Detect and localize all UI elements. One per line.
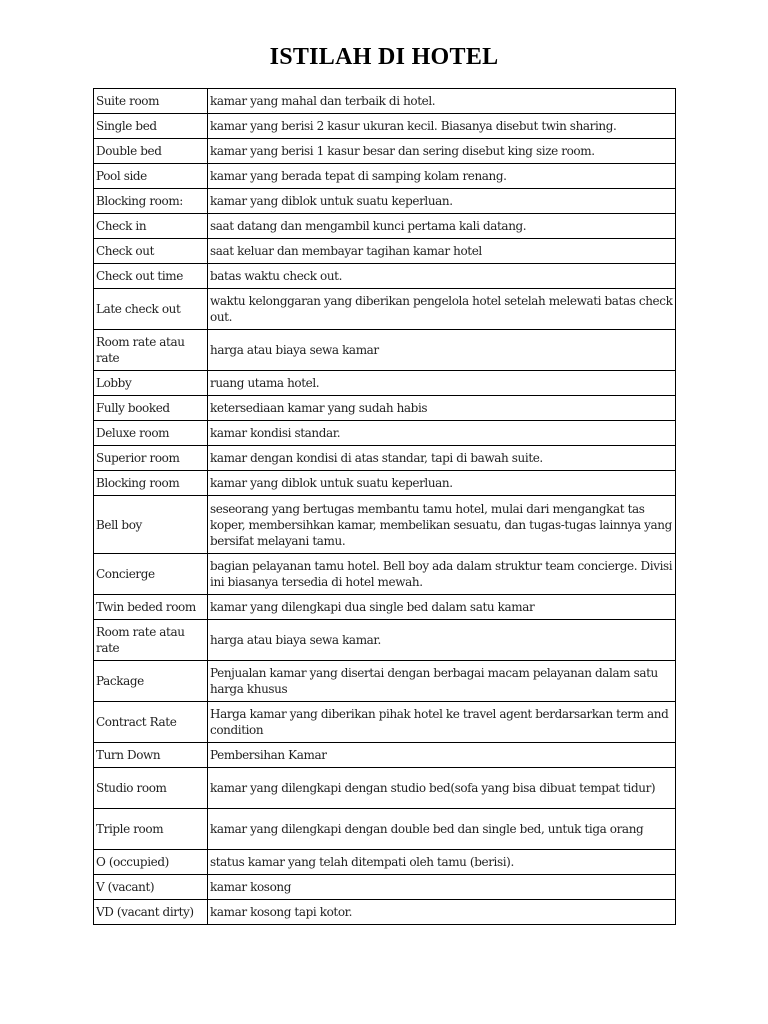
term-cell: Room rate atau rate: [94, 330, 208, 371]
definition-cell: kamar yang berisi 2 kasur ukuran kecil. Biasanya disebut twin sharing.: [208, 114, 676, 139]
definition-cell: Penjualan kamar yang disertai dengan berbagai macam pelayanan dalam satu harga khusus: [208, 661, 676, 702]
table-row: [94, 595, 676, 620]
term-cell: Room rate atau rate: [94, 620, 208, 661]
definition-cell: kamar dengan kondisi di atas standar, tapi di bawah suite.: [208, 446, 676, 471]
definition-cell: kamar kondisi standar.: [208, 421, 676, 446]
table-row: [94, 371, 676, 396]
table-row: [94, 421, 676, 446]
term-cell: Superior room: [94, 446, 208, 471]
definition-cell: batas waktu check out.: [208, 264, 676, 289]
definition-cell: Pembersihan Kamar: [208, 743, 676, 768]
table-row: [94, 189, 676, 214]
term-cell: Suite room: [94, 89, 208, 114]
table-row: [94, 702, 676, 743]
term-cell: VD (vacant dirty): [94, 900, 208, 925]
definition-cell: kamar yang dilengkapi dengan double bed dan single bed, untuk tiga orang: [208, 809, 676, 850]
table-row: [94, 396, 676, 421]
table-row: [94, 496, 676, 554]
definition-cell: saat keluar dan membayar tagihan kamar hotel: [208, 239, 676, 264]
term-cell: Contract Rate: [94, 702, 208, 743]
glossary-table-body: [94, 89, 676, 925]
term-cell: Single bed: [94, 114, 208, 139]
table-row: [94, 446, 676, 471]
term-cell: Package: [94, 661, 208, 702]
glossary-table: [93, 88, 676, 925]
term-cell: Triple room: [94, 809, 208, 850]
table-row: [94, 214, 676, 239]
definition-cell: harga atau biaya sewa kamar.: [208, 620, 676, 661]
table-row: [94, 661, 676, 702]
definition-cell: seseorang yang bertugas membantu tamu hotel, mulai dari mengangkat tas koper, membersihkan kamar, membelikan sesuatu, dan tugas-tugas lainnya yang bersifat melayani tamu.: [208, 496, 676, 554]
definition-cell: Harga kamar yang diberikan pihak hotel ke travel agent berdarsarkan term and condition: [208, 702, 676, 743]
term-cell: O (occupied): [94, 850, 208, 875]
table-row: [94, 850, 676, 875]
definition-cell: status kamar yang telah ditempati oleh tamu (berisi).: [208, 850, 676, 875]
table-row: [94, 620, 676, 661]
table-row: [94, 264, 676, 289]
term-cell: Studio room: [94, 768, 208, 809]
table-row: [94, 139, 676, 164]
term-cell: Check out: [94, 239, 208, 264]
definition-cell: kamar yang dilengkapi dua single bed dalam satu kamar: [208, 595, 676, 620]
definition-cell: kamar yang diblok untuk suatu keperluan.: [208, 471, 676, 496]
term-cell: Twin beded room: [94, 595, 208, 620]
definition-cell: kamar kosong tapi kotor.: [208, 900, 676, 925]
definition-cell: harga atau biaya sewa kamar: [208, 330, 676, 371]
term-cell: Check in: [94, 214, 208, 239]
term-cell: Concierge: [94, 554, 208, 595]
term-cell: Fully booked: [94, 396, 208, 421]
definition-cell: kamar kosong: [208, 875, 676, 900]
table-row: [94, 768, 676, 809]
definition-cell: ketersediaan kamar yang sudah habis: [208, 396, 676, 421]
term-cell: Double bed: [94, 139, 208, 164]
table-row: [94, 289, 676, 330]
term-cell: V (vacant): [94, 875, 208, 900]
term-cell: Bell boy: [94, 496, 208, 554]
table-row: [94, 330, 676, 371]
table-row: [94, 114, 676, 139]
definition-cell: bagian pelayanan tamu hotel. Bell boy ada dalam struktur team concierge. Divisi ini biasanya tersedia di hotel mewah.: [208, 554, 676, 595]
definition-cell: kamar yang diblok untuk suatu keperluan.: [208, 189, 676, 214]
table-row: [94, 164, 676, 189]
term-cell: Blocking room:: [94, 189, 208, 214]
term-cell: Deluxe room: [94, 421, 208, 446]
term-cell: Lobby: [94, 371, 208, 396]
term-cell: Check out time: [94, 264, 208, 289]
term-cell: Blocking room: [94, 471, 208, 496]
definition-cell: ruang utama hotel.: [208, 371, 676, 396]
definition-cell: waktu kelonggaran yang diberikan pengelola hotel setelah melewati batas check out.: [208, 289, 676, 330]
table-row: [94, 471, 676, 496]
term-cell: Pool side: [94, 164, 208, 189]
definition-cell: kamar yang dilengkapi dengan studio bed(sofa yang bisa dibuat tempat tidur): [208, 768, 676, 809]
definition-cell: kamar yang mahal dan terbaik di hotel.: [208, 89, 676, 114]
table-row: [94, 809, 676, 850]
term-cell: Turn Down: [94, 743, 208, 768]
document-title: ISTILAH DI HOTEL: [269, 44, 499, 70]
definition-cell: kamar yang berada tepat di samping kolam renang.: [208, 164, 676, 189]
table-row: [94, 89, 676, 114]
table-row: [94, 875, 676, 900]
term-cell: Late check out: [94, 289, 208, 330]
table-row: [94, 554, 676, 595]
definition-cell: saat datang dan mengambil kunci pertama kali datang.: [208, 214, 676, 239]
table-row: [94, 743, 676, 768]
definition-cell: kamar yang berisi 1 kasur besar dan sering disebut king size room.: [208, 139, 676, 164]
table-row: [94, 900, 676, 925]
table-row: [94, 239, 676, 264]
